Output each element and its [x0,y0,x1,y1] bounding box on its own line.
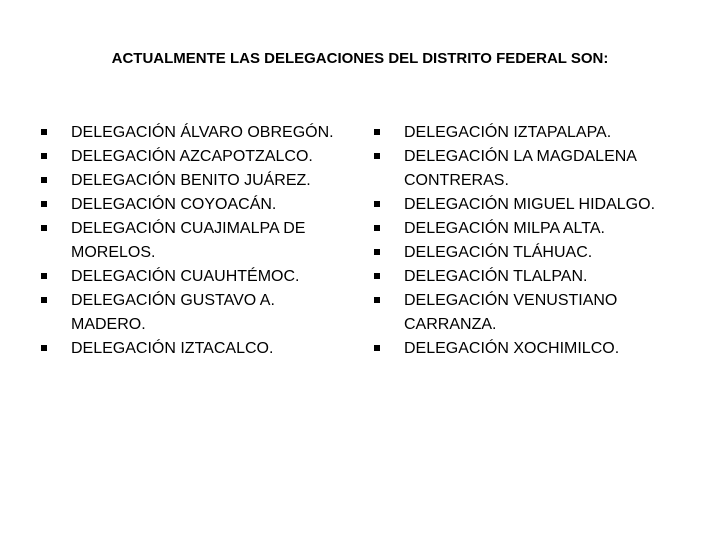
square-bullet-icon [41,201,47,207]
list-item [374,145,704,193]
list-item [41,265,341,289]
list-item-label: DELEGACIÓN IZTAPALAPA. [404,124,612,141]
list-item-label: DELEGACIÓN LA MAGDALENA CONTRERAS. [404,148,637,189]
square-bullet-icon [41,297,47,303]
list-item [374,121,704,145]
square-bullet-icon [41,273,47,279]
left-delegation-list [41,121,341,361]
list-item [374,265,704,289]
list-item-label: DELEGACIÓN IZTACALCO. [71,340,274,357]
square-bullet-icon [374,297,380,303]
square-bullet-icon [374,273,380,279]
list-item-label: DELEGACIÓN ÁLVARO OBREGÓN. [71,124,334,141]
square-bullet-icon [374,225,380,231]
square-bullet-icon [374,345,380,351]
list-item [41,121,341,145]
square-bullet-icon [41,177,47,183]
list-item-label: DELEGACIÓN MIGUEL HIDALGO. [404,196,656,213]
list-item-label: DELEGACIÓN TLALPAN. [404,268,588,285]
list-item-label: DELEGACIÓN CUAJIMALPA DE MORELOS. [71,220,306,261]
list-item [41,217,341,265]
list-item [374,337,704,361]
square-bullet-icon [374,201,380,207]
square-bullet-icon [41,345,47,351]
square-bullet-icon [41,153,47,159]
list-item-label: DELEGACIÓN TLÁHUAC. [404,244,593,261]
right-delegation-list [374,121,704,361]
list-item [374,193,704,217]
list-item [374,241,704,265]
list-item-label: DELEGACIÓN GUSTAVO A. MADERO. [71,292,275,333]
list-item [374,217,704,241]
list-item-label: DELEGACIÓN MILPA ALTA. [404,220,605,237]
square-bullet-icon [374,153,380,159]
list-item [41,289,341,337]
list-item-label: DELEGACIÓN COYOACÁN. [71,196,277,213]
slide-title: ACTUALMENTE LAS DELEGACIONES DEL DISTRITO FEDERAL SON: [111,50,609,67]
square-bullet-icon [41,129,47,135]
list-item [41,169,341,193]
list-item [41,193,341,217]
list-item-label: DELEGACIÓN VENUSTIANO CARRANZA. [404,292,618,333]
square-bullet-icon [374,129,380,135]
list-item-label: DELEGACIÓN XOCHIMILCO. [404,340,620,357]
list-item [41,145,341,169]
list-item-label: DELEGACIÓN BENITO JUÁREZ. [71,172,311,189]
square-bullet-icon [41,225,47,231]
list-item [41,337,341,361]
list-item-label: DELEGACIÓN AZCAPOTZALCO. [71,148,313,165]
list-item-label: DELEGACIÓN CUAUHTÉMOC. [71,268,300,285]
square-bullet-icon [374,249,380,255]
list-item [374,289,704,337]
